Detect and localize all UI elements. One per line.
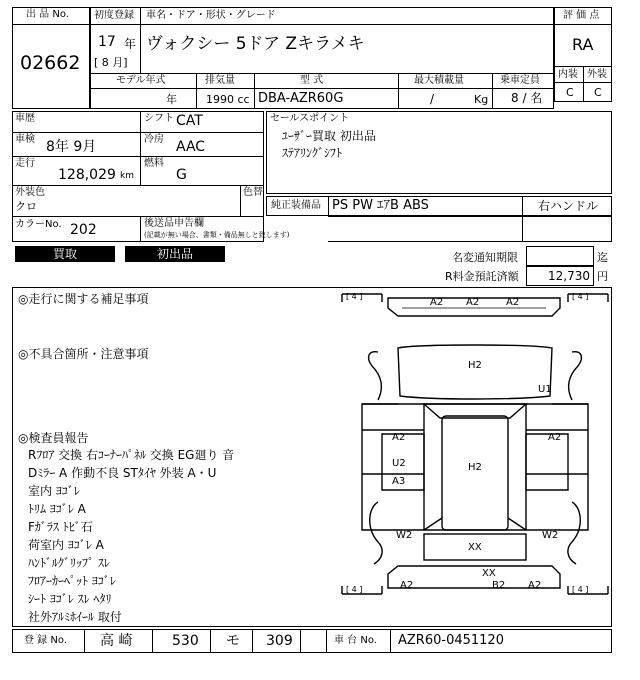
model-year-label: モデル年式 <box>116 75 166 86</box>
front-bumper-code: A2 <box>430 297 444 308</box>
capacity-label: 乗車定員 <box>500 75 540 86</box>
inspector-line: 荷室内 ﾖｺﾞﾚ A <box>28 538 104 552</box>
rear-bumper-code: B2 <box>492 580 506 591</box>
mileage-unit: km <box>120 171 134 181</box>
interior-label: 内装 <box>558 69 578 80</box>
model-code: DBA-AZR60G <box>258 91 344 106</box>
inspector-line: ｼｰﾄ ﾖｺﾞﾚ ｽﾚ ﾍﾀﾘ <box>28 592 112 606</box>
reg-place: 高 崎 <box>100 633 133 649</box>
left-door-code: A2 <box>392 432 406 443</box>
inspector-line: ﾄﾘﾑ ﾖｺﾞﾚ A <box>28 502 86 516</box>
exterior-grade: C <box>594 86 602 99</box>
transfer-deadline-unit: 迄 <box>597 251 608 264</box>
rear-panel-code: XX <box>482 568 496 579</box>
inspector-line: Fｶﾞﾗｽ ﾄﾋﾞ石 <box>28 520 93 534</box>
tire-front-right: [ 4 ] <box>572 292 589 301</box>
right-rear-wheel-code: W2 <box>542 530 559 541</box>
reg-kana: モ <box>226 633 240 649</box>
lot-label: 出 品 No. <box>26 9 69 20</box>
steering-value: 右ハンドル <box>538 199 599 213</box>
recycle-unit: 円 <box>597 270 608 283</box>
chassis-number: AZR60-0451120 <box>398 633 504 648</box>
left-rear-wheel-code: W2 <box>396 530 413 541</box>
rating-label: 評 価 点 <box>563 10 600 21</box>
vehicle-label: 車名・ドア・形状・グレード <box>146 10 276 21</box>
displacement-value: 1990 cc <box>206 93 250 106</box>
displacement-label: 排気量 <box>205 75 235 86</box>
tire-rear-right: [ 4 ] <box>572 585 589 594</box>
first-reg-year-unit: 年 <box>124 37 137 51</box>
sales-point-line: ﾕｰｻﾞｰ買取 初出品 <box>282 129 376 143</box>
right-door-code: A2 <box>548 432 562 443</box>
roof-code: H2 <box>468 462 482 473</box>
first-reg-month: [ 8 月] <box>94 56 128 69</box>
transfer-deadline-box <box>526 246 594 266</box>
equipment-label: 純正装備品 <box>271 200 321 211</box>
tire-rear-left: [ 4 ] <box>346 585 363 594</box>
vehicle-name: ヴォクシー 5ドア Zキラメキ <box>146 34 365 54</box>
hood-code: H2 <box>468 360 482 371</box>
sales-point-label: セールスポイント <box>270 113 350 124</box>
left-quarter-code: A3 <box>392 476 406 487</box>
aftermarket-area <box>328 216 612 242</box>
inspector-line: 社外ｱﾙﾐﾎｲｰﾙ 取付 <box>28 610 122 624</box>
lot-number: 02662 <box>20 52 81 74</box>
chassis-label: 車 台 No. <box>334 635 377 646</box>
rear-bumper-code: A2 <box>528 580 542 591</box>
driving-notes-label: ◎走行に関する補足事項 <box>18 292 149 306</box>
max-load-label: 最大積載量 <box>414 75 464 86</box>
rating-value: RA <box>572 35 594 54</box>
shift-value: CAT <box>176 113 203 129</box>
transfer-deadline-label: 名変通知期限 <box>452 251 518 264</box>
inspector-line: ﾊﾝﾄﾞﾙｸﾞﾘｯﾌﾟ ｽﾚ <box>28 556 110 570</box>
front-bumper-code: A2 <box>506 297 520 308</box>
color-no-value: 202 <box>70 222 97 238</box>
inspector-line: 室内 ﾖｺﾞﾚ <box>28 484 80 498</box>
aftermarket-label: 後送品申告欄 <box>144 218 204 229</box>
rear-hatch-code: XX <box>468 542 482 553</box>
first-listing-badge: 初出品 <box>125 246 225 262</box>
model-year-unit: 年 <box>166 93 177 106</box>
mileage-value: 128,029 <box>58 167 116 183</box>
shift-label: シフト <box>144 113 174 124</box>
front-bumper-code: A2 <box>466 297 480 308</box>
type-label: 型 式 <box>300 75 324 86</box>
fuel-value: G <box>176 167 187 183</box>
inspection-value: 8年 9月 <box>46 139 97 155</box>
color-value: クロ <box>15 200 37 213</box>
reg-number: 309 <box>266 633 293 649</box>
color-label: 外装色 <box>15 187 45 198</box>
inspection-label: 車検 <box>15 134 35 145</box>
inspector-label: ◎検査員報告 <box>18 431 89 445</box>
aftermarket-note: (記載が無い場合、書類・備品無しと致します) <box>144 231 290 239</box>
interior-grade: C <box>566 86 574 99</box>
first-reg-label: 初度登録 <box>94 10 134 21</box>
inspector-line: Rﾌﾛｱ 交換 右ｺｰﾅｰﾊﾟﾈﾙ 交換 EG廻り 音 <box>28 448 235 462</box>
inspector-line: Dﾐﾗｰ A 作動不良 STﾀｲﾔ 外装 A・U <box>28 466 217 480</box>
recycle-label: R料金預託済額 <box>445 270 519 283</box>
recycle-value: 12,730 <box>548 269 590 283</box>
vehicle-damage-diagram <box>338 288 612 600</box>
defects-label: ◎不具合箇所・注意事項 <box>18 347 149 361</box>
color-change-label: 色替 <box>243 187 263 198</box>
color-no-label: カラーNo. <box>15 219 62 230</box>
sales-point-line: ｽﾃｱﾘﾝｸﾞｼﾌﾄ <box>282 146 343 160</box>
rear-bumper-code: A2 <box>400 580 414 591</box>
exterior-label: 外装 <box>587 69 607 80</box>
tire-front-left: [ 4 ] <box>346 292 363 301</box>
inspector-line: ﾌﾛｱｰｶｰﾍﾟｯﾄ ﾖｺﾞﾚ <box>28 574 116 588</box>
max-load-unit: Kg <box>474 93 489 106</box>
buyback-badge: 買取 <box>15 246 115 262</box>
history-label: 車歴 <box>15 113 35 124</box>
first-reg-year: 17 <box>98 34 116 50</box>
right-fender-code: U1 <box>538 384 552 395</box>
equipment-items: PS PW ｴｱB ABS <box>332 198 429 213</box>
fuel-label: 燃料 <box>144 158 164 169</box>
ac-label: 冷房 <box>144 134 164 145</box>
mileage-label: 走行 <box>15 158 35 169</box>
left-rear-door-code: U2 <box>392 458 406 469</box>
max-load-value: / <box>430 92 435 106</box>
reg-label: 登 録 No. <box>24 635 67 646</box>
reg-class: 530 <box>172 633 199 649</box>
ac-value: AAC <box>176 139 206 155</box>
capacity-value: 8 / 名 <box>511 91 543 105</box>
